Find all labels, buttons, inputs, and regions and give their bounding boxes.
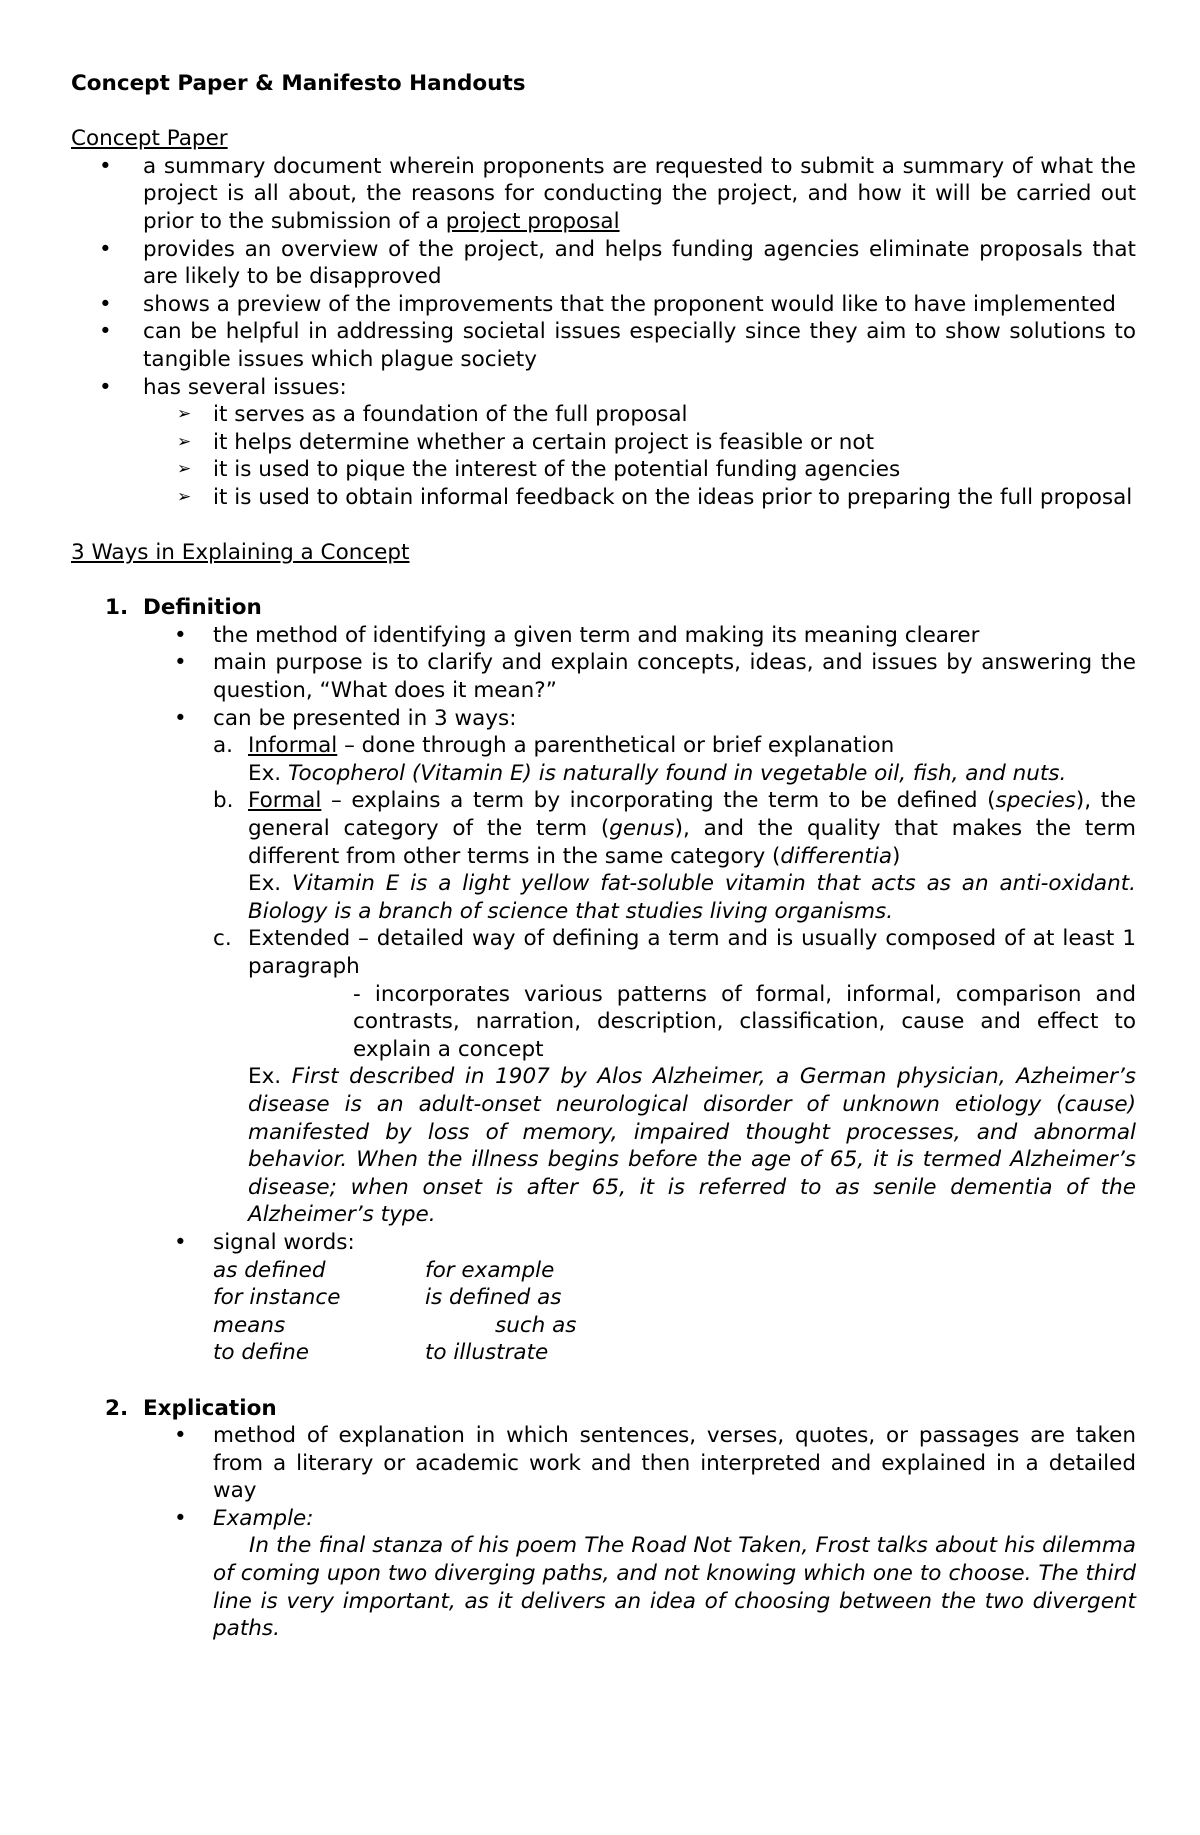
- sub-list-item: ➢ it helps determine whether a certain project is feasible or not: [177, 429, 875, 455]
- signal-word: means: [213, 1312, 286, 1338]
- bullet-icon: •: [99, 374, 112, 400]
- document-title: Concept Paper & Manifesto Handouts: [71, 71, 526, 96]
- signal-word: is defined as: [425, 1285, 562, 1311]
- list-item: • provides an overview of the project, and helps funding agencies eliminate proposals that are likely to be disapproved: [99, 236, 1136, 290]
- list-item: • has several issues:: [99, 374, 347, 400]
- bullet-icon: •: [174, 622, 187, 648]
- list-item: • the method of identifying a given term and making its meaning clearer: [174, 622, 980, 648]
- informal-example: Ex. Tocopherol (Vitamin E) is naturally found in vegetable oil, fish, and nuts.: [248, 760, 1067, 786]
- signal-word: to illustrate: [425, 1340, 549, 1366]
- list-item: • a summary document wherein proponents are requested to submit a summary of what the project is all about, the reasons for conducting the project, and how it will be carried out prior to the submission of a project proposal: [99, 153, 1136, 234]
- sub-list-item: ➢ it is used to obtain informal feedback on the ideas prior to preparing the full proposal: [177, 484, 1133, 510]
- bullet-icon: •: [174, 1423, 187, 1449]
- list-item: • shows a preview of the improvements that the proponent would like to have implemented: [99, 291, 1116, 317]
- bullet-icon: •: [99, 291, 112, 317]
- project-proposal-link[interactable]: project proposal: [445, 208, 620, 234]
- sub-list-item: ➢ it serves as a foundation of the full proposal: [177, 402, 688, 428]
- bullet-icon: •: [99, 236, 112, 262]
- explication-example: In the final stanza of his poem The Road Not Taken, Frost talks about his dilemma of coming upon two diverging paths, and not knowing which one to choose. The third line is very important, as it delivers an idea of choosing between the two divergent paths.: [213, 1533, 1136, 1642]
- concept-paper-list: [71, 153, 1136, 512]
- definition-heading: 1. Definition: [105, 595, 262, 621]
- informal-definition: a. Informal – done through a parenthetical or brief explanation: [213, 733, 895, 759]
- extended-example: Ex. First described in 1907 by Alos Alzheimer, a German physician, Azheimer’s disease is an adult-onset neurological disorder of unknown etiology (cause) manifested by loss of memory, impaired thought processes, and abnormal behavior. When the illness begins before the age of 65, it is termed Alzheimer’s disease; when onset is after 65, it is referred to as senile dementia of the Alzheimer’s type.: [248, 1064, 1136, 1228]
- arrow-bullet-icon: ➢: [177, 404, 192, 425]
- sub-list-item: ➢ it is used to pique the interest of the potential funding agencies: [177, 457, 901, 483]
- section-heading-concept-paper: Concept Paper: [71, 126, 228, 152]
- signal-word: as defined: [213, 1257, 326, 1283]
- bullet-icon: •: [99, 153, 112, 179]
- bullet-icon: •: [99, 319, 112, 345]
- signal-word: for example: [425, 1257, 555, 1283]
- extended-definition: c. Extended – detailed way of defining a term and is usually composed of at least 1 paragraph: [213, 926, 1136, 979]
- section-heading-ways: 3 Ways in Explaining a Concept: [71, 540, 410, 566]
- signal-word: for instance: [213, 1285, 341, 1311]
- extended-note: - incorporates various patterns of formal, informal, comparison and contrasts, narration, description, classification, cause and effect to explain a concept: [353, 981, 1136, 1062]
- bullet-icon: •: [174, 1505, 187, 1531]
- signal-words-table: [71, 1257, 1136, 1367]
- bullet-icon: •: [174, 650, 187, 676]
- list-item: • can be helpful in addressing societal issues especially since they aim to show solutions to tangible issues which plague society: [99, 319, 1136, 372]
- bullet-icon: •: [174, 705, 187, 731]
- signal-word: such as: [495, 1312, 577, 1338]
- arrow-bullet-icon: ➢: [177, 486, 192, 507]
- explication-heading: 2. Explication: [105, 1395, 277, 1421]
- spacer: [71, 512, 1136, 540]
- list-item: • Example:: [174, 1505, 314, 1531]
- arrow-bullet-icon: ➢: [177, 431, 192, 452]
- bullet-icon: •: [174, 1229, 187, 1255]
- list-item: • signal words:: [174, 1229, 355, 1255]
- list-item: • can be presented in 3 ways:: [174, 705, 517, 731]
- list-item: • main purpose is to clarify and explain concepts, ideas, and issues by answering the question, “What does it mean?”: [174, 650, 1136, 704]
- list-item: • method of explanation in which sentences, verses, quotes, or passages are taken from a literary or academic work and then interpreted and explained in a detailed way: [174, 1423, 1136, 1504]
- formal-example: Ex. Vitamin E is a light yellow fat-soluble vitamin that acts as an anti-oxidant. Biology is a branch of science that studies living organisms.: [248, 871, 1136, 924]
- signal-word: to define: [213, 1340, 310, 1366]
- arrow-bullet-icon: ➢: [177, 459, 192, 480]
- formal-definition: b. Formal – explains a term by incorporating the term to be defined (species), the general category of the term (genus), and the quality that makes the term different from other terms in the same category (differentia): [213, 788, 1137, 869]
